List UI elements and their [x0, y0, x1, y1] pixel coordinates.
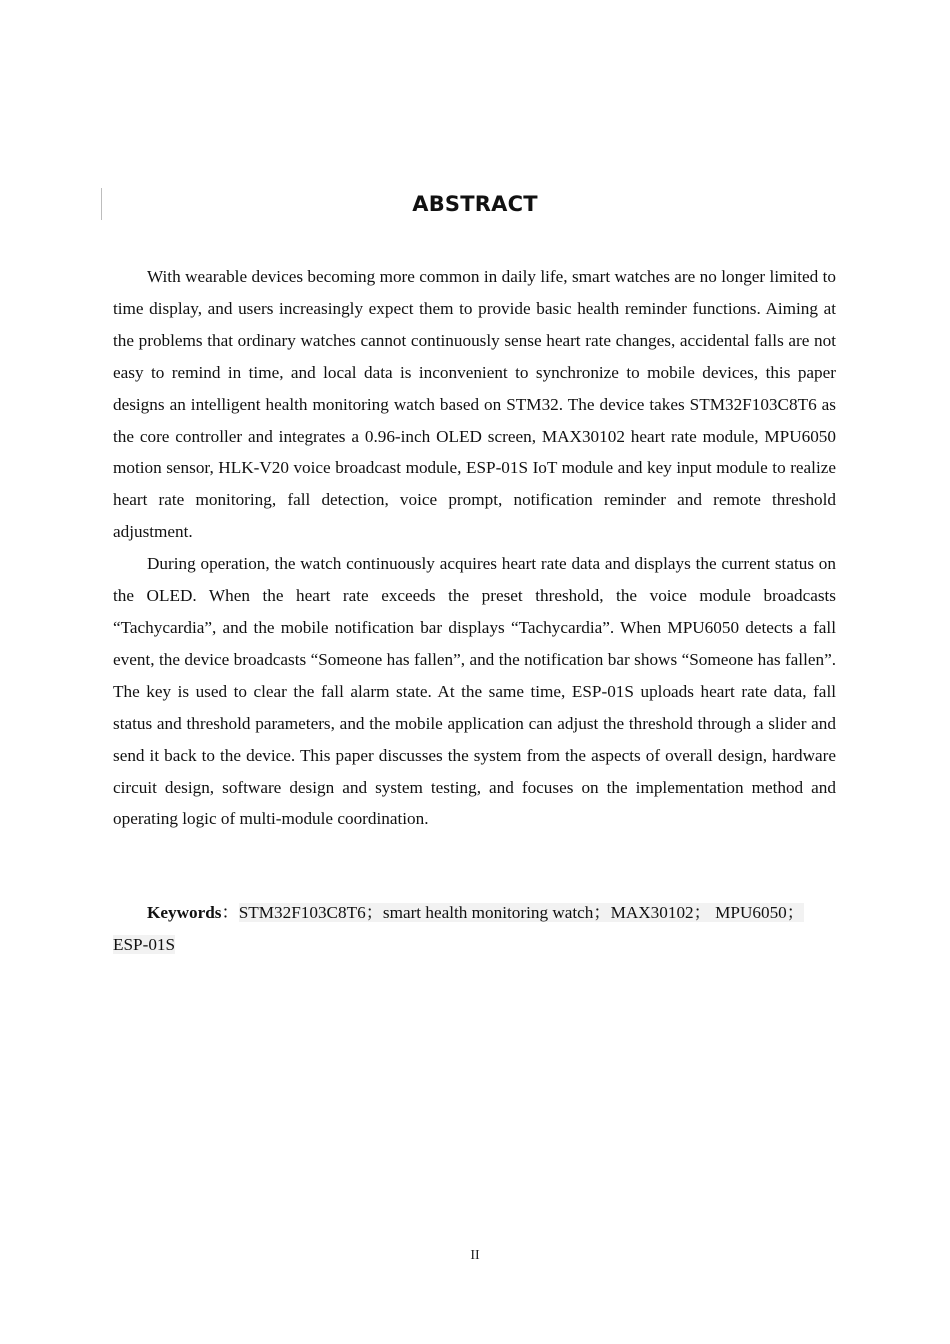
keywords-line — [113, 897, 836, 961]
page-number: II — [470, 1248, 480, 1263]
keywords-separator: ： — [221, 903, 239, 922]
abstract-paragraph-1: With wearable devices becoming more common in daily life, smart watches are no longer limited to time display, and users increasingly expect them to provide basic health reminder functions. Aiming at the problems that ordinary watches cannot continuously sense heart rate changes, accidental falls are not easy to remind in time, and local data is inconvenient to synchronize to mobile devices, this paper designs an intelligent health monitoring watch based on STM32. The device takes STM32F103C8T6 as the core controller and integrates a 0.96-inch OLED screen, MAX30102 heart rate module, MPU6050 motion sensor, HLK-V20 voice broadcast module, ESP-01S IoT module and key input module to realize heart rate monitoring, fall detection, voice prompt, notification reminder and remote threshold adjustment. — [113, 267, 836, 542]
abstract-title: ABSTRACT — [412, 192, 538, 216]
abstract-paragraph-2: During operation, the watch continuously acquires heart rate data and displays the current status on the OLED. When the heart rate exceeds the preset threshold, the voice module broadcasts “Tachycardia”, and the mobile notification bar displays “Tachycardia”. When MPU6050 detects a fall event, the device broadcasts “Someone has fallen”, and the notification bar shows “Someone has fallen”. The key is used to clear the fall alarm state. At the same time, ESP-01S uploads heart rate data, fall status and threshold parameters, and the mobile application can adjust the threshold through a slider and send it back to the device. This paper discusses the system from the aspects of overall design, hardware circuit design, software design and system testing, and focuses on the implementation method and operating logic of multi-module coordination. — [113, 554, 836, 829]
abstract-body — [113, 261, 836, 835]
keywords-label: Keywords — [147, 903, 222, 922]
keywords-values: STM32F103C8T6；smart health monitoring watch；MAX30102； MPU6050；ESP-01S — [113, 903, 804, 954]
